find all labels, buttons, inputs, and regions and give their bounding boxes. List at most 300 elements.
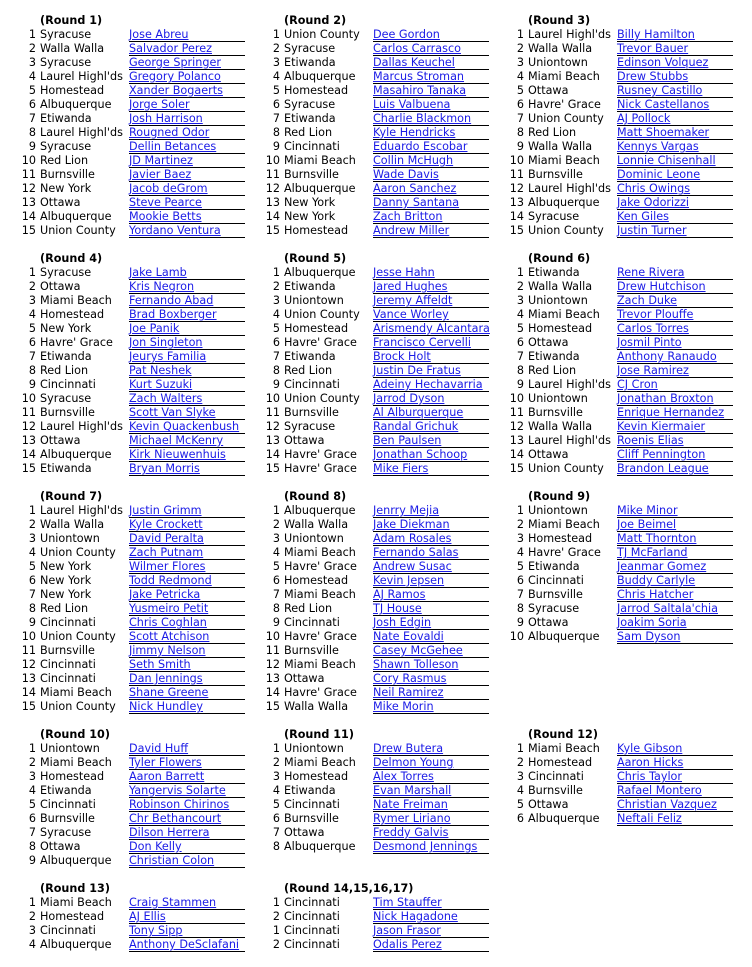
- player-link[interactable]: Enrique Hernandez: [617, 406, 733, 420]
- player-link[interactable]: Arismendy Alcantara: [373, 322, 490, 335]
- pick-row: [488, 42, 734, 56]
- team-name: Etiwanda: [40, 112, 92, 125]
- team-name: Uniontown: [528, 392, 588, 405]
- player-link[interactable]: Justin Turner: [617, 224, 733, 238]
- player-link[interactable]: Kevin Quackenbush: [129, 420, 245, 434]
- player-link[interactable]: Christian Colon: [129, 854, 245, 868]
- player-link[interactable]: Brandon League: [617, 462, 733, 476]
- player-link[interactable]: Jake Petricka: [129, 588, 245, 602]
- pick-number: 13: [265, 672, 280, 685]
- team-name: Walla Walla: [284, 700, 349, 713]
- player-link[interactable]: Luis Valbuena: [373, 98, 489, 112]
- player-link[interactable]: Jarrod Saltala'chia: [617, 602, 733, 616]
- player-link[interactable]: Pat Neshek: [129, 364, 245, 378]
- pick-row: [0, 378, 246, 392]
- player-link[interactable]: Mike Minor: [617, 504, 733, 518]
- pick-number: 13: [509, 434, 524, 447]
- pick-number: 8: [272, 840, 280, 853]
- pick-row: [488, 266, 734, 280]
- pick-number: 11: [21, 168, 36, 181]
- player-link[interactable]: Shane Greene: [129, 686, 245, 700]
- pick-number: 2: [516, 756, 524, 769]
- player-link[interactable]: Bryan Morris: [129, 462, 245, 476]
- player-link[interactable]: Chr Bethancourt: [129, 812, 245, 826]
- pick-number: 7: [28, 826, 36, 839]
- player-link[interactable]: Dominic Leone: [617, 168, 733, 182]
- player-link[interactable]: Eduardo Escobar: [373, 140, 489, 154]
- player-link[interactable]: Zach Putnam: [129, 546, 245, 560]
- player-link[interactable]: Sam Dyson: [617, 630, 733, 644]
- player-link[interactable]: Carlos Torres: [617, 322, 733, 336]
- pick-number: 13: [21, 672, 36, 685]
- team-name: Syracuse: [284, 42, 336, 55]
- team-name: Havre' Grace: [284, 630, 357, 643]
- player-link[interactable]: Jared Hughes: [373, 280, 489, 294]
- team-name: Syracuse: [528, 602, 580, 615]
- player-link[interactable]: AJ Ellis: [129, 910, 245, 924]
- team-name: Ottawa: [40, 434, 81, 447]
- pick-number: 7: [272, 826, 280, 839]
- player-link[interactable]: Ben Paulsen: [373, 434, 489, 448]
- pick-number: 1: [272, 28, 280, 41]
- player-link[interactable]: Zach Walters: [129, 392, 245, 406]
- team-name: Cincinnati: [284, 798, 340, 811]
- player-link[interactable]: Dee Gordon: [373, 28, 489, 42]
- player-link[interactable]: Anthony DeSclafani: [129, 938, 245, 952]
- pick-row: [488, 28, 734, 42]
- player-link[interactable]: Fernando Abad: [129, 294, 245, 308]
- player-link[interactable]: Yordano Ventura: [129, 224, 245, 238]
- team-name: Ottawa: [528, 616, 569, 629]
- pick-number: 8: [272, 126, 280, 139]
- player-link[interactable]: Jon Singleton: [129, 336, 245, 350]
- player-link[interactable]: Cliff Pennington: [617, 448, 733, 462]
- team-name: Burnsville: [40, 406, 95, 419]
- pick-number: 1: [28, 266, 36, 279]
- pick-number: 13: [21, 434, 36, 447]
- player-link[interactable]: Brock Holt: [373, 350, 489, 364]
- team-name: Red Lion: [40, 602, 89, 615]
- team-name: Miami Beach: [528, 742, 600, 755]
- pick-row: [244, 588, 490, 602]
- player-link[interactable]: Cory Rasmus: [373, 672, 489, 686]
- pick-row: [0, 826, 246, 840]
- pick-row: [488, 574, 734, 588]
- team-name: Miami Beach: [40, 686, 112, 699]
- player-link[interactable]: Shawn Tolleson: [373, 658, 489, 672]
- player-link[interactable]: Zach Duke: [617, 294, 733, 308]
- team-name: Syracuse: [40, 28, 92, 41]
- player-link[interactable]: Jenrry Mejia: [373, 504, 489, 518]
- team-name: Albuquerque: [284, 504, 356, 517]
- player-link[interactable]: Drew Hutchison: [617, 280, 733, 294]
- pick-row: [488, 812, 734, 826]
- player-link[interactable]: David Huff: [129, 742, 245, 756]
- player-link[interactable]: Nick Hundley: [129, 700, 245, 714]
- player-link[interactable]: Adeiny Hechavarria: [373, 378, 489, 392]
- player-link[interactable]: Kurt Suzuki: [129, 378, 245, 392]
- round-title: (Round 2): [284, 14, 347, 27]
- player-link[interactable]: Chris Taylor: [617, 770, 733, 784]
- pick-row: [488, 294, 734, 308]
- player-link[interactable]: Jake Diekman: [373, 518, 489, 532]
- player-link[interactable]: George Springer: [129, 56, 245, 70]
- pick-row: [488, 546, 734, 560]
- pick-row: [244, 210, 490, 224]
- player-link[interactable]: Mike Fiers: [373, 462, 489, 476]
- pick-number: 1: [28, 896, 36, 909]
- team-name: Red Lion: [284, 602, 333, 615]
- team-name: Albuquerque: [284, 266, 356, 279]
- round-title: (Round 12): [528, 728, 598, 741]
- team-name: Homestead: [528, 756, 593, 769]
- player-link[interactable]: Aaron Hicks: [617, 756, 733, 770]
- player-link[interactable]: Tony Sipp: [129, 924, 245, 938]
- pick-row: [244, 840, 490, 854]
- player-link[interactable]: Wilmer Flores: [129, 560, 245, 574]
- team-name: Etiwanda: [284, 784, 336, 797]
- player-link[interactable]: Chris Coghlan: [129, 616, 245, 630]
- pick-row: [488, 420, 734, 434]
- player-link[interactable]: Matt Thornton: [617, 532, 733, 546]
- player-link[interactable]: Yangervis Solarte: [129, 784, 245, 798]
- player-link[interactable]: Josh Edgin: [373, 616, 489, 630]
- player-link[interactable]: Chris Hatcher: [617, 588, 733, 602]
- player-link[interactable]: Jose Ramirez: [617, 364, 733, 378]
- pick-number: 4: [272, 308, 280, 321]
- player-link[interactable]: Kennys Vargas: [617, 140, 733, 154]
- player-link[interactable]: Trevor Plouffe: [617, 308, 733, 322]
- pick-number: 15: [265, 224, 280, 237]
- team-name: Uniontown: [284, 294, 344, 307]
- player-link[interactable]: Nick Hagadone: [373, 910, 489, 924]
- player-link[interactable]: Jason Frasor: [373, 924, 489, 938]
- team-name: Uniontown: [528, 504, 588, 517]
- team-name: Ottawa: [528, 336, 569, 349]
- pick-row: [488, 336, 734, 350]
- player-link[interactable]: Tyler Flowers: [129, 756, 245, 770]
- pick-number: 5: [28, 560, 36, 573]
- player-link[interactable]: Andrew Susac: [373, 560, 489, 574]
- pick-number: 6: [28, 336, 36, 349]
- player-link[interactable]: Alex Torres: [373, 770, 489, 784]
- pick-row: [0, 700, 246, 714]
- player-link[interactable]: Rene Rivera: [617, 266, 733, 280]
- player-link[interactable]: Aaron Barrett: [129, 770, 245, 784]
- pick-number: 15: [21, 224, 36, 237]
- pick-number: 4: [272, 70, 280, 83]
- player-link[interactable]: Danny Santana: [373, 196, 489, 210]
- player-link[interactable]: Jonathan Schoop: [373, 448, 489, 462]
- team-name: Union County: [284, 308, 360, 321]
- player-link[interactable]: Freddy Galvis: [373, 826, 489, 840]
- player-link[interactable]: Collin McHugh: [373, 154, 489, 168]
- team-name: Red Lion: [528, 126, 577, 139]
- team-name: Syracuse: [40, 56, 92, 69]
- player-link[interactable]: Lonnie Chisenhall: [617, 154, 733, 168]
- pick-row: [0, 770, 246, 784]
- player-link[interactable]: Jesse Hahn: [373, 266, 489, 280]
- team-name: Homestead: [40, 770, 105, 783]
- player-link[interactable]: Scott Van Slyke: [129, 406, 245, 420]
- pick-row: [0, 112, 246, 126]
- team-name: Red Lion: [40, 364, 89, 377]
- player-link[interactable]: Trevor Bauer: [617, 42, 733, 56]
- pick-number: 5: [516, 798, 524, 811]
- player-link[interactable]: Rougned Odor: [129, 126, 245, 140]
- player-link[interactable]: Kirk Nieuwenhuis: [129, 448, 245, 462]
- player-link[interactable]: Jake Lamb: [129, 266, 245, 280]
- player-link[interactable]: Kyle Gibson: [617, 742, 733, 756]
- player-link[interactable]: Wade Davis: [373, 168, 489, 182]
- pick-row: [0, 742, 246, 756]
- pick-row: [0, 784, 246, 798]
- player-link[interactable]: Mookie Betts: [129, 210, 245, 224]
- team-name: Etiwanda: [528, 560, 580, 573]
- player-link[interactable]: Robinson Chirinos: [129, 798, 245, 812]
- team-name: Ottawa: [284, 826, 325, 839]
- pick-number: 4: [28, 784, 36, 797]
- player-link[interactable]: Buddy Carlyle: [617, 574, 733, 588]
- player-link[interactable]: Kevin Jepsen: [373, 574, 489, 588]
- pick-number: 2: [28, 280, 36, 293]
- pick-number: 4: [272, 546, 280, 559]
- pick-row: [0, 756, 246, 770]
- pick-number: 6: [516, 336, 524, 349]
- player-link[interactable]: Dallas Keuchel: [373, 56, 489, 70]
- player-link[interactable]: Nick Castellanos: [617, 98, 733, 112]
- pick-number: 4: [516, 70, 524, 83]
- pick-number: 2: [272, 910, 280, 923]
- team-name: Homestead: [40, 910, 105, 923]
- player-link[interactable]: Al Alburquerque: [373, 406, 489, 420]
- player-link[interactable]: Dilson Herrera: [129, 826, 245, 840]
- player-link[interactable]: JD Martinez: [129, 154, 245, 168]
- player-link[interactable]: AJ Pollock: [617, 112, 733, 126]
- pick-number: 1: [272, 266, 280, 279]
- pick-row: [0, 280, 246, 294]
- pick-number: 3: [272, 770, 280, 783]
- player-link[interactable]: Kris Negron: [129, 280, 245, 294]
- pick-row: [0, 70, 246, 84]
- pick-number: 11: [21, 644, 36, 657]
- player-link[interactable]: Francisco Cervelli: [373, 336, 489, 350]
- team-name: Homestead: [284, 770, 349, 783]
- player-link[interactable]: Andrew Miller: [373, 224, 489, 238]
- player-link[interactable]: Jake Odorizzi: [617, 196, 733, 210]
- player-link[interactable]: AJ Ramos: [373, 588, 489, 602]
- player-link[interactable]: Jimmy Nelson: [129, 644, 245, 658]
- pick-number: 6: [272, 98, 280, 111]
- pick-number: 4: [28, 70, 36, 83]
- player-link[interactable]: Michael McKenry: [129, 434, 245, 448]
- player-link[interactable]: TJ McFarland: [617, 546, 733, 560]
- player-link[interactable]: Justin Grimm: [129, 504, 245, 518]
- pick-number: 5: [516, 560, 524, 573]
- player-link[interactable]: Masahiro Tanaka: [373, 84, 489, 98]
- pick-number: 3: [516, 770, 524, 783]
- player-link[interactable]: Josh Harrison: [129, 112, 245, 126]
- player-link[interactable]: Kyle Hendricks: [373, 126, 489, 140]
- player-link[interactable]: Chris Owings: [617, 182, 733, 196]
- team-name: Cincinnati: [284, 910, 340, 923]
- pick-row: [244, 420, 490, 434]
- team-name: Ottawa: [528, 448, 569, 461]
- player-link[interactable]: Nate Eovaldi: [373, 630, 489, 644]
- player-link[interactable]: Yusmeiro Petit: [129, 602, 245, 616]
- pick-row: [0, 798, 246, 812]
- pick-row: [0, 154, 246, 168]
- pick-row: [488, 56, 734, 70]
- player-link[interactable]: Delmon Young: [373, 756, 489, 770]
- round-title: (Round 6): [528, 252, 591, 265]
- team-name: Union County: [40, 224, 116, 237]
- pick-number: 1: [272, 896, 280, 909]
- player-link[interactable]: Jorge Soler: [129, 98, 245, 112]
- pick-number: 7: [28, 350, 36, 363]
- player-link[interactable]: Scott Atchison: [129, 630, 245, 644]
- player-link[interactable]: Joakim Soria: [617, 616, 733, 630]
- player-link[interactable]: Anthony Ranaudo: [617, 350, 733, 364]
- player-link[interactable]: Desmond Jennings: [373, 840, 489, 854]
- player-link[interactable]: Jeremy Affeldt: [373, 294, 489, 308]
- pick-row: [244, 224, 490, 238]
- pick-row: [0, 392, 246, 406]
- player-link[interactable]: Brad Boxberger: [129, 308, 245, 322]
- team-name: Walla Walla: [528, 42, 593, 55]
- player-link[interactable]: Vance Worley: [373, 308, 489, 322]
- player-link[interactable]: Marcus Stroman: [373, 70, 489, 84]
- player-link[interactable]: Charlie Blackmon: [373, 112, 489, 126]
- pick-row: [244, 350, 490, 364]
- pick-row: [0, 560, 246, 574]
- player-link[interactable]: Kyle Crockett: [129, 518, 245, 532]
- pick-row: [0, 910, 246, 924]
- player-link[interactable]: Tim Stauffer: [373, 896, 489, 910]
- pick-row: [244, 28, 490, 42]
- player-link[interactable]: Rymer Liriano: [373, 812, 489, 826]
- pick-number: 15: [509, 224, 524, 237]
- player-link[interactable]: Zach Britton: [373, 210, 489, 224]
- player-link[interactable]: Christian Vazquez: [617, 798, 733, 812]
- team-name: Etiwanda: [284, 350, 336, 363]
- pick-number: 2: [272, 42, 280, 55]
- player-link[interactable]: Odalis Perez: [373, 938, 489, 952]
- pick-row: [0, 588, 246, 602]
- pick-row: [488, 770, 734, 784]
- team-name: Miami Beach: [40, 896, 112, 909]
- pick-row: [244, 700, 490, 714]
- player-link[interactable]: Don Kelly: [129, 840, 245, 854]
- pick-number: 3: [272, 56, 280, 69]
- player-link[interactable]: Seth Smith: [129, 658, 245, 672]
- player-link[interactable]: Salvador Perez: [129, 42, 245, 56]
- pick-number: 2: [28, 910, 36, 923]
- pick-row: [488, 322, 734, 336]
- player-link[interactable]: Edinson Volquez: [617, 56, 733, 70]
- player-link[interactable]: Craig Stammen: [129, 896, 245, 910]
- player-link[interactable]: Joe Panik: [129, 322, 245, 336]
- team-name: Cincinnati: [40, 672, 96, 685]
- player-link[interactable]: Todd Redmond: [129, 574, 245, 588]
- pick-row: [244, 574, 490, 588]
- team-name: New York: [284, 210, 336, 223]
- pick-row: [244, 434, 490, 448]
- pick-number: 3: [272, 294, 280, 307]
- player-link[interactable]: Gregory Polanco: [129, 70, 245, 84]
- player-link[interactable]: Carlos Carrasco: [373, 42, 489, 56]
- team-name: Burnsville: [284, 644, 339, 657]
- pick-row: [0, 938, 246, 952]
- player-link[interactable]: TJ House: [373, 602, 489, 616]
- player-link[interactable]: Matt Shoemaker: [617, 126, 733, 140]
- player-link[interactable]: Xander Bogaerts: [129, 84, 245, 98]
- player-link[interactable]: Billy Hamilton: [617, 28, 733, 42]
- player-link[interactable]: Joe Beimel: [617, 518, 733, 532]
- player-link[interactable]: Jose Abreu: [129, 28, 245, 42]
- player-link[interactable]: Adam Rosales: [373, 532, 489, 546]
- player-link[interactable]: Ken Giles: [617, 210, 733, 224]
- player-link[interactable]: Jeurys Familia: [129, 350, 245, 364]
- player-link[interactable]: Aaron Sanchez: [373, 182, 489, 196]
- player-link[interactable]: Mike Morin: [373, 700, 489, 714]
- team-name: Homestead: [284, 84, 349, 97]
- player-link[interactable]: Rafael Montero: [617, 784, 733, 798]
- team-name: Union County: [528, 112, 604, 125]
- player-link[interactable]: Jacob deGrom: [129, 182, 245, 196]
- player-link[interactable]: Jeanmar Gomez: [617, 560, 733, 574]
- team-name: New York: [40, 574, 92, 587]
- player-link[interactable]: Josmil Pinto: [617, 336, 733, 350]
- player-link[interactable]: David Peralta: [129, 532, 245, 546]
- player-link[interactable]: Dan Jennings: [129, 672, 245, 686]
- pick-row: [244, 658, 490, 672]
- player-link[interactable]: Evan Marshall: [373, 784, 489, 798]
- player-link[interactable]: Neftali Feliz: [617, 812, 733, 826]
- pick-number: 14: [21, 210, 36, 223]
- pick-number: 7: [272, 588, 280, 601]
- player-link[interactable]: Dellin Betances: [129, 140, 245, 154]
- player-link[interactable]: Justin De Fratus: [373, 364, 489, 378]
- player-link[interactable]: Drew Butera: [373, 742, 489, 756]
- team-name: Union County: [284, 392, 360, 405]
- pick-row: [488, 798, 734, 812]
- pick-row: [244, 364, 490, 378]
- player-link[interactable]: Nate Freiman: [373, 798, 489, 812]
- player-link[interactable]: Roenis Elias: [617, 434, 733, 448]
- player-link[interactable]: Casey McGehee: [373, 644, 489, 658]
- player-link[interactable]: Jonathan Broxton: [617, 392, 733, 406]
- player-link[interactable]: Drew Stubbs: [617, 70, 733, 84]
- pick-row: [244, 616, 490, 630]
- team-name: Havre' Grace: [284, 560, 357, 573]
- player-link[interactable]: Fernando Salas: [373, 546, 489, 560]
- round-title: (Round 7): [40, 490, 103, 503]
- team-name: Albuquerque: [528, 812, 600, 825]
- round-title: (Round 11): [284, 728, 354, 741]
- player-link[interactable]: Rusney Castillo: [617, 84, 733, 98]
- pick-row: [488, 378, 734, 392]
- player-link[interactable]: Neil Ramirez: [373, 686, 489, 700]
- player-link[interactable]: Jarrod Dyson: [373, 392, 489, 406]
- player-link[interactable]: Kevin Kiermaier: [617, 420, 733, 434]
- player-link[interactable]: Javier Baez: [129, 168, 245, 182]
- player-link[interactable]: Steve Pearce: [129, 196, 245, 210]
- player-link[interactable]: Randal Grichuk: [373, 420, 489, 434]
- pick-number: 6: [516, 98, 524, 111]
- player-link[interactable]: CJ Cron: [617, 378, 733, 392]
- team-name: Syracuse: [40, 392, 92, 405]
